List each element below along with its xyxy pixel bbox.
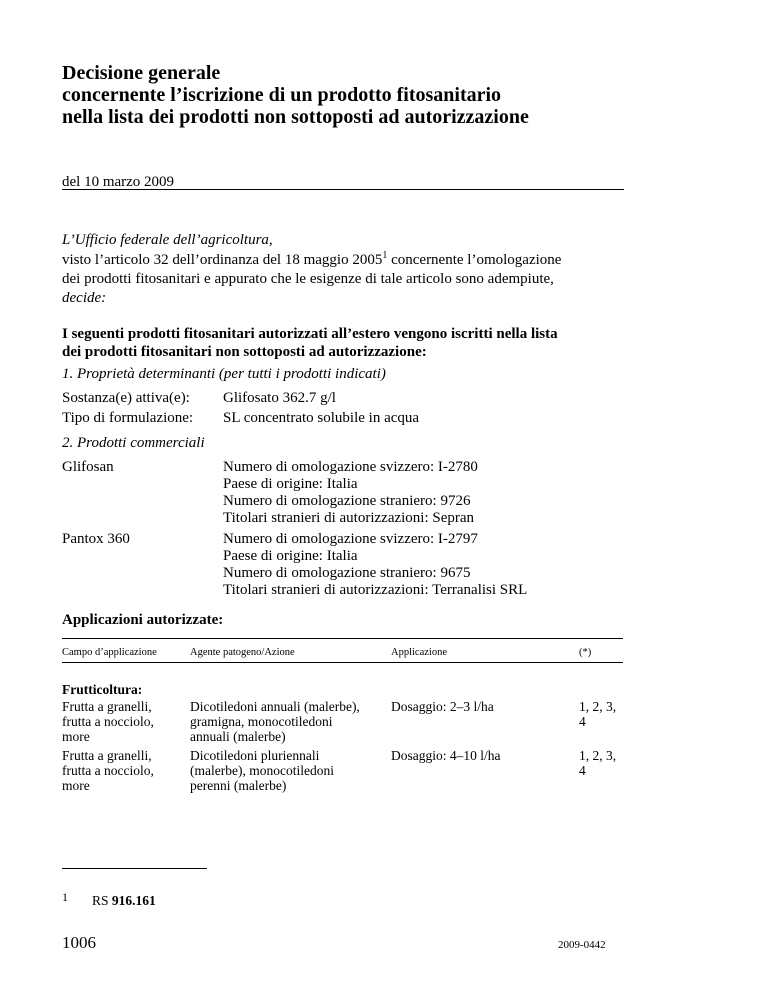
cell-line: frutta a nocciolo, (62, 714, 154, 729)
decides-line: decide: (62, 290, 107, 306)
cell-line: more (62, 729, 90, 744)
table-row-1-agente (190, 699, 360, 744)
product-detail-line: Titolari stranieri di autorizzazioni: Terranalisi SRL (223, 582, 528, 598)
product-detail-line: Paese di origine: Italia (223, 476, 358, 492)
product-detail-line: Numero di omologazione svizzero: I-2797 (223, 531, 478, 547)
header-divider (62, 189, 624, 190)
page-title (62, 62, 702, 128)
column-header-agente: Agente patogeno/Azione (190, 647, 295, 658)
active-substance-value: Glifosato 362.7 g/l (223, 390, 336, 406)
intro-line-1: I seguenti prodotti fitosanitari autorizzati all’estero vengono iscritti nella lista (62, 326, 558, 342)
product-detail-line: Numero di omologazione svizzero: I-2780 (223, 459, 478, 475)
footnote-prefix: RS (92, 893, 112, 908)
product-details-pantox (223, 531, 527, 599)
footnote-divider (62, 868, 207, 869)
product-name-pantox: Pantox 360 (62, 531, 130, 547)
section-1-heading: 1. Proprietà determinanti (per tutti i prodotti indicati) (62, 366, 386, 382)
footnote-reference-number: 916.161 (111, 893, 156, 908)
applications-heading: Applicazioni autorizzate: (62, 612, 224, 628)
active-substance-label: Sostanza(e) attiva(e): (62, 390, 190, 406)
cell-line: Frutta a granelli, (62, 699, 152, 714)
column-header-applicazione: Applicazione (391, 647, 447, 658)
product-detail-line: Numero di omologazione straniero: 9675 (223, 565, 471, 581)
section-2-heading: 2. Prodotti commerciali (62, 435, 205, 451)
cell-line: (malerbe), monocotiledoni (190, 763, 334, 778)
cell-line: perenni (malerbe) (190, 778, 287, 793)
table-row-1-campo (62, 699, 154, 744)
authority-line: L’Ufficio federale dell’agricoltura, (62, 232, 273, 248)
group-label-frutticoltura: Frutticoltura: (62, 682, 143, 697)
product-name-glifosan: Glifosan (62, 459, 114, 475)
cell-line: Frutta a granelli, (62, 748, 152, 763)
product-detail-line: Paese di origine: Italia (223, 548, 358, 564)
cell-line: frutta a nocciolo, (62, 763, 154, 778)
cell-line: 1, 2, 3, (579, 699, 617, 714)
intro-line-2: dei prodotti fitosanitari non sottoposti ad autorizzazione: (62, 344, 427, 360)
table-row-1-note (579, 699, 616, 729)
cell-line: gramigna, monocotiledoni (190, 714, 333, 729)
table-row-2-agente (190, 748, 334, 793)
cell-line: Dicotiledoni pluriennali (190, 748, 320, 763)
page-number: 1006 (62, 933, 96, 952)
footnote-number: 1 (62, 890, 68, 904)
table-row-2-campo (62, 748, 154, 793)
table-row-2-applicazione: Dosaggio: 4–10 l/ha (391, 748, 501, 763)
preamble-line-2: dei prodotti fitosanitari e appurato che le esigenze di tale articolo sono adempiute, (62, 271, 554, 287)
formulation-value: SL concentrato solubile in acqua (223, 410, 420, 426)
footnote-reference[interactable]: 1 (382, 250, 388, 261)
cell-line: 4 (579, 763, 586, 778)
title-line-3: nella lista dei prodotti non sottoposti ad autorizzazione (62, 106, 529, 128)
title-line-2: concernente l’iscrizione di un prodotto fitosanitario (62, 84, 502, 106)
table-header-rule (62, 662, 623, 663)
preamble-text-a: visto l’articolo 32 dell’ordinanza del 18 maggio 2005 (62, 252, 383, 268)
cell-line: more (62, 778, 90, 793)
document-id: 2009-0442 (558, 939, 606, 951)
title-line-1: Decisione generale (62, 62, 221, 84)
cell-line: annuali (malerbe) (190, 729, 286, 744)
preamble-text-b: concernente l’omologazione (387, 252, 562, 268)
product-detail-line: Numero di omologazione straniero: 9726 (223, 493, 471, 509)
document-date: del 10 marzo 2009 (62, 174, 175, 190)
cell-line: Dicotiledoni annuali (malerbe), (190, 699, 360, 714)
product-detail-line: Titolari stranieri di autorizzazioni: Sepran (223, 510, 475, 526)
cell-line: 1, 2, 3, (579, 748, 617, 763)
formulation-label: Tipo di formulazione: (62, 410, 194, 426)
column-header-campo: Campo d’applicazione (62, 647, 157, 658)
table-row-2-note (579, 748, 616, 778)
table-row-1-applicazione: Dosaggio: 2–3 l/ha (391, 699, 494, 714)
table-top-rule (62, 638, 623, 639)
preamble-line-1 (62, 251, 561, 270)
product-details-glifosan (223, 459, 478, 527)
footnote-text (92, 893, 156, 909)
cell-line: 4 (579, 714, 586, 729)
column-header-note: (*) (579, 647, 592, 658)
